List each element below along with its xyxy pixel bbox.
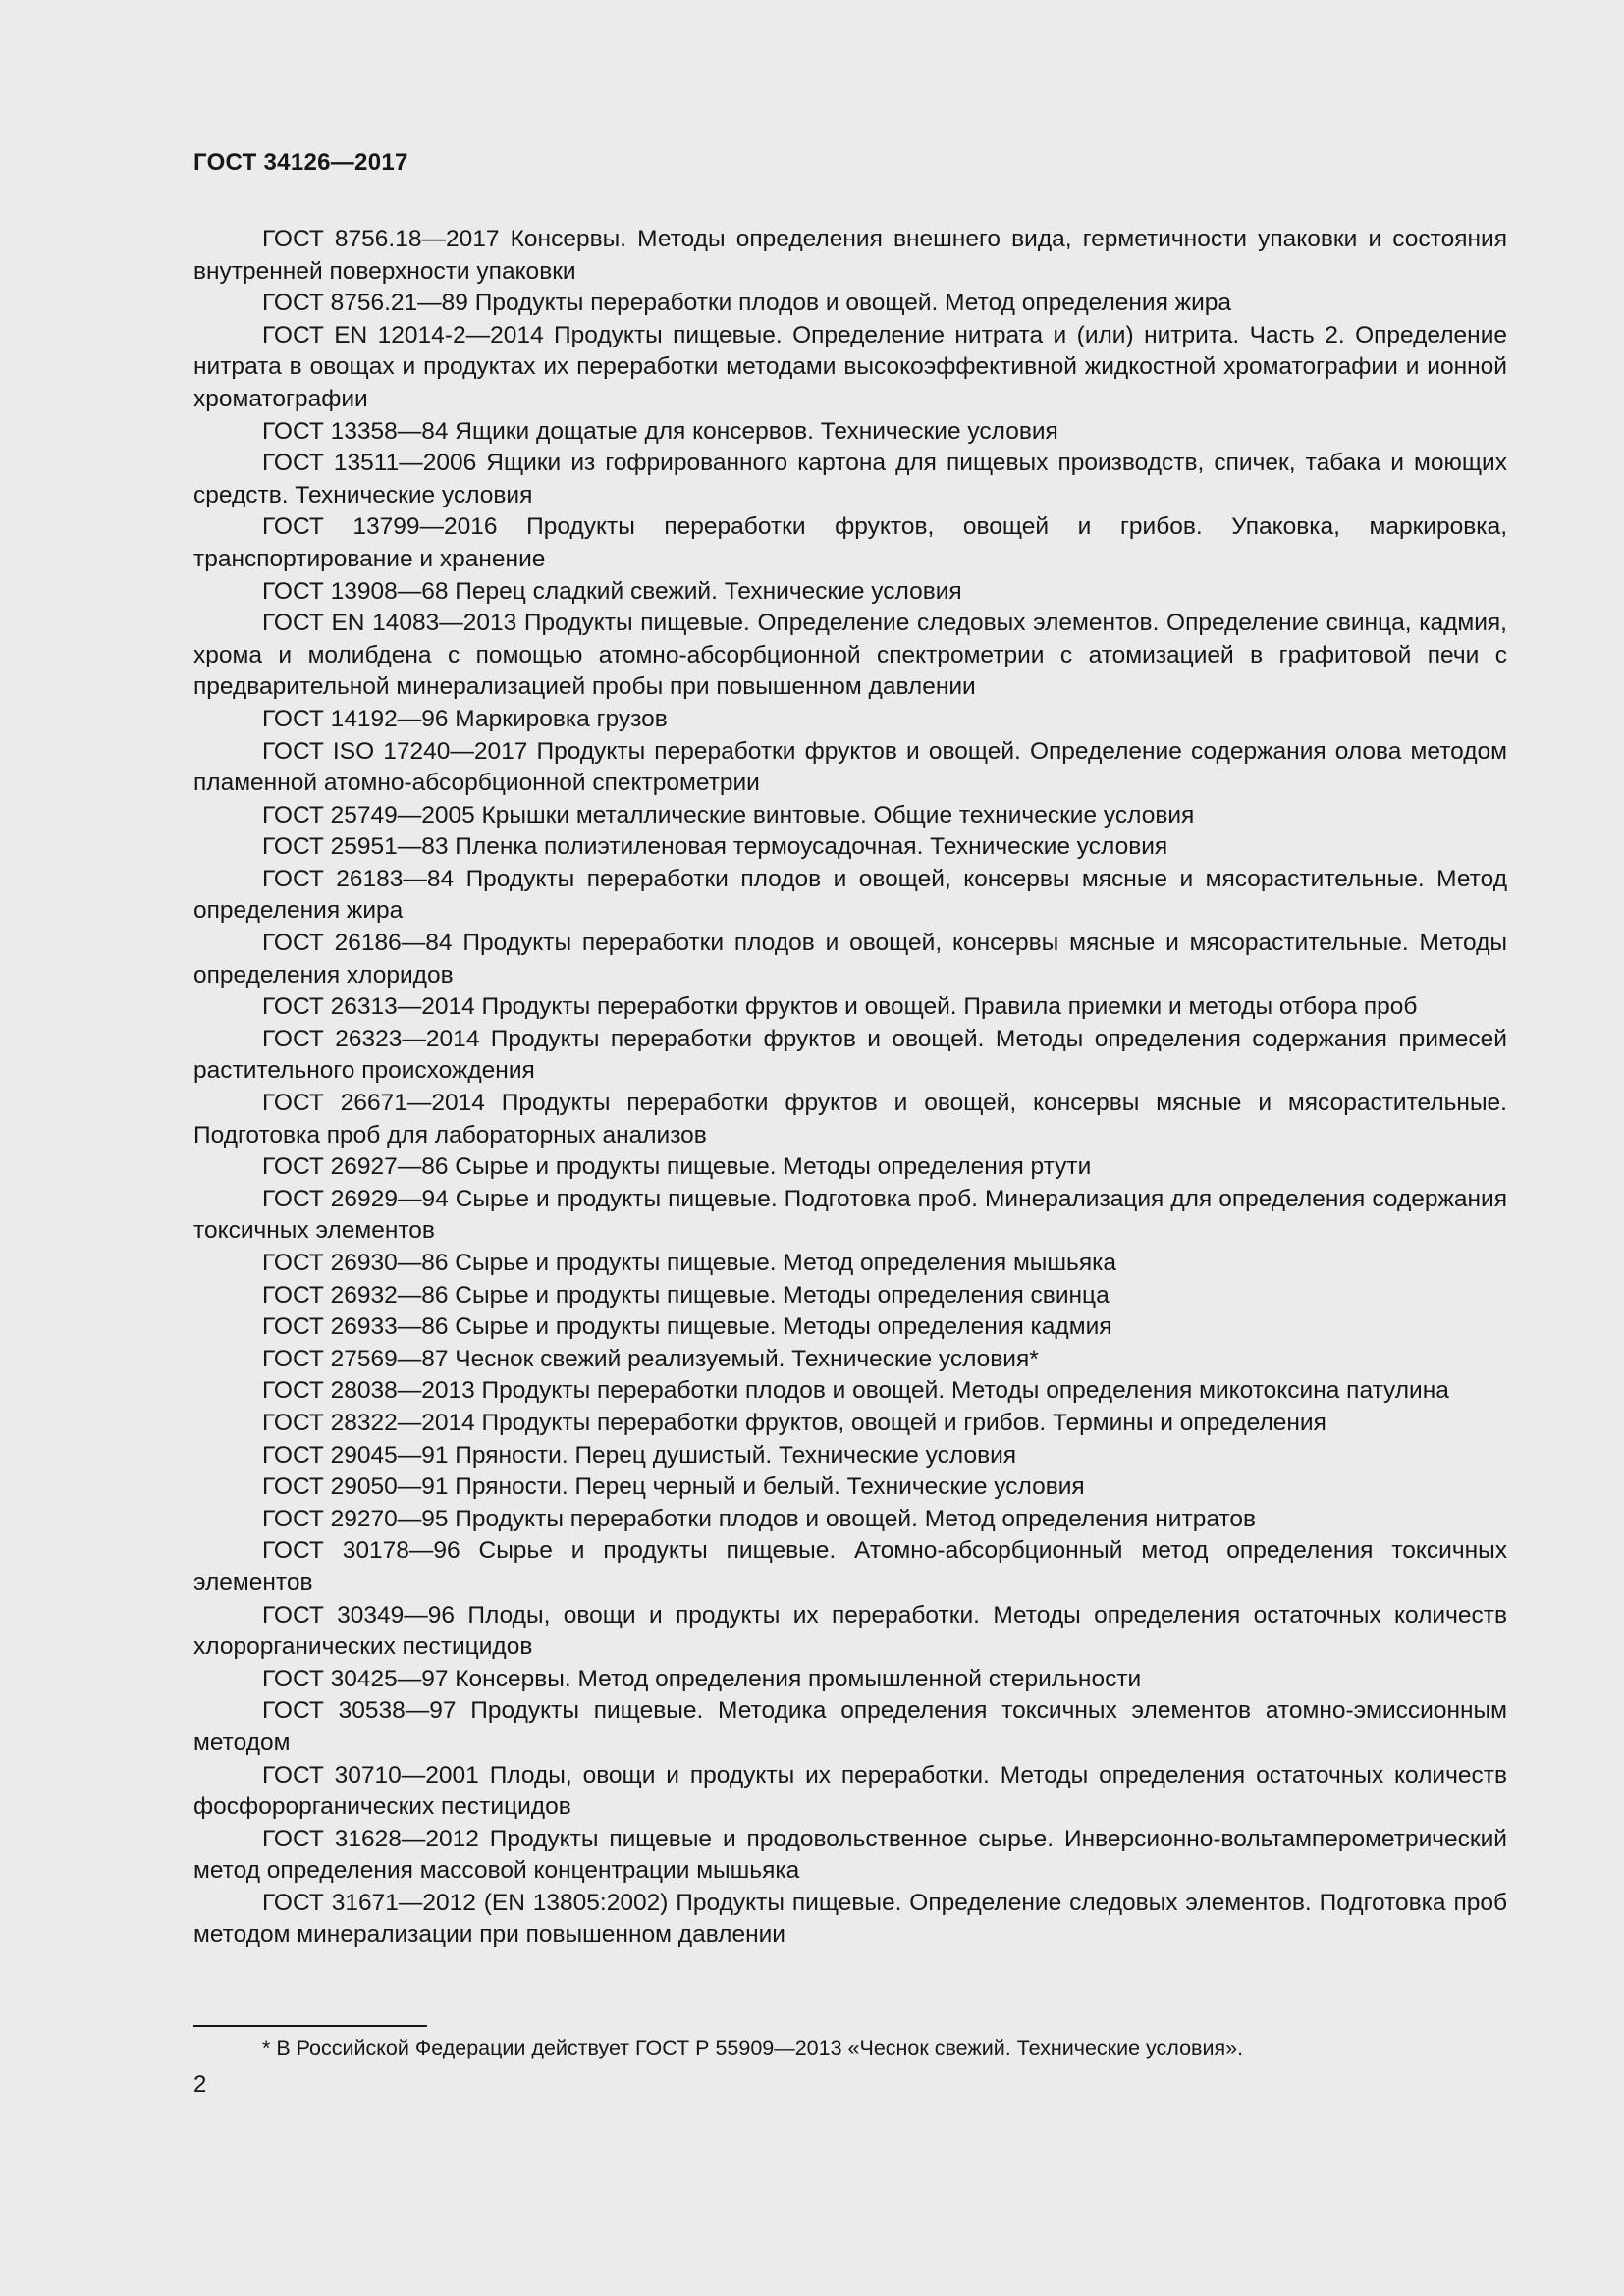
reference-item: ГОСТ 26323—2014 Продукты переработки фруктов и овощей. Методы определения содержания примесей растительного происхождения (193, 1025, 1507, 1085)
page-number: 2 (193, 2071, 207, 2098)
reference-item: ГОСТ 26932—86 Сырье и продукты пищевые. Методы определения свинца (262, 1281, 1110, 1308)
reference-item: ГОСТ 8756.18—2017 Консервы. Методы определения внешнего вида, герметичности упаковки и состояния внутренней поверхности упаковки (193, 226, 1507, 285)
reference-item: ГОСТ 13799—2016 Продукты переработки фруктов, овощей и грибов. Упаковка, маркировка, транспортирование и хранение (193, 513, 1507, 572)
reference-item: ГОСТ 26183—84 Продукты переработки плодов и овощей, консервы мясные и мясорастительные. Метод определения жира (193, 865, 1507, 925)
reference-item: ГОСТ 30538—97 Продукты пищевые. Методика определения токсичных элементов атомно-эмиссионным методом (193, 1697, 1507, 1756)
reference-item: ГОСТ 26313—2014 Продукты переработки фруктов и овощей. Правила приемки и методы отбора проб (262, 993, 1418, 1021)
footnote-divider (193, 2025, 427, 2027)
reference-item: ГОСТ 29050—91 Пряности. Перец черный и белый. Технические условия (262, 1473, 1085, 1501)
reference-item: ГОСТ EN 12014-2—2014 Продукты пищевые. Определение нитрата и (или) нитрита. Часть 2. Определение нитрата в овощах и продуктах их переработки методами высокоэффективной жидкостной хроматографии и ионной хроматографии (193, 321, 1507, 412)
document-header: ГОСТ 34126—2017 (193, 149, 408, 176)
reference-item: ГОСТ 30178—96 Сырье и продукты пищевые. Атомно-абсорбционный метод определения токсичных элементов (193, 1537, 1507, 1596)
reference-item: ГОСТ 30425—97 Консервы. Метод определения промышленной стерильности (262, 1665, 1142, 1692)
reference-item: ГОСТ 13358—84 Ящики дощатые для консервов. Технические условия (262, 417, 1058, 445)
reference-item: ГОСТ 25749—2005 Крышки металлические винтовые. Общие технические условия (262, 801, 1195, 828)
reference-item: ГОСТ 29270—95 Продукты переработки плодов и овощей. Метод определения нитратов (262, 1505, 1256, 1532)
reference-item: ГОСТ 13908—68 Перец сладкий свежий. Технические условия (262, 577, 962, 605)
reference-item: ГОСТ 31628—2012 Продукты пищевые и продовольственное сырье. Инверсионно-вольтамперометрический метод определения массовой концентрации мышьяка (193, 1825, 1507, 1885)
reference-item: ГОСТ 26930—86 Сырье и продукты пищевые. Метод определения мышьяка (262, 1250, 1116, 1276)
reference-item: ГОСТ 28322—2014 Продукты переработки фруктов, овощей и грибов. Термины и определения (262, 1409, 1326, 1436)
normative-references-list (193, 224, 1507, 1951)
reference-item: ГОСТ 8756.21—89 Продукты переработки плодов и овощей. Метод определения жира (262, 290, 1232, 317)
footnote: * В Российской Федерации действует ГОСТ Р 55909—2013 «Чеснок свежий. Технические условия». (262, 2036, 1244, 2059)
reference-item: ГОСТ ISO 17240—2017 Продукты переработки фруктов и овощей. Определение содержания олова методом пламенной атомно-абсорбционной спектрометрии (193, 737, 1507, 797)
reference-item: ГОСТ 30710—2001 Плоды, овощи и продукты их переработки. Методы определения остаточных количеств фосфорорганических пестицидов (193, 1761, 1507, 1821)
reference-item: ГОСТ 28038—2013 Продукты переработки плодов и овощей. Методы определения микотоксина патулина (262, 1377, 1449, 1405)
reference-item: ГОСТ EN 14083—2013 Продукты пищевые. Определение следовых элементов. Определение свинца, кадмия, хрома и молибдена с помощью атомно-абсорбционной спектрометрии с атомизацией в графитовой печи с предварительной минерализацией пробы при повышенном давлении (193, 610, 1507, 701)
reference-item: ГОСТ 25951—83 Пленка полиэтиленовая термоусадочная. Технические условия (262, 833, 1168, 861)
reference-item: ГОСТ 30349—96 Плоды, овощи и продукты их переработки. Методы определения остаточных количеств хлорорганических пестицидов (193, 1601, 1507, 1661)
reference-item: ГОСТ 27569—87 Чеснок свежий реализуемый. Технические условия* (262, 1345, 1039, 1372)
reference-item: ГОСТ 14192—96 Маркировка грузов (262, 705, 668, 732)
reference-item: ГОСТ 26933—86 Сырье и продукты пищевые. Методы определения кадмия (262, 1313, 1112, 1341)
reference-item: ГОСТ 13511—2006 Ящики из гофрированного картона для пищевых производств, спичек, табака и моющих средств. Технические условия (193, 450, 1507, 508)
reference-item: ГОСТ 31671—2012 (EN 13805:2002) Продукты пищевые. Определение следовых элементов. Подготовка проб методом минерализации при повышенном давлении (193, 1889, 1507, 1949)
reference-item: ГОСТ 26927—86 Сырье и продукты пищевые. Методы определения ртути (262, 1153, 1092, 1181)
reference-item: ГОСТ 26929—94 Сырье и продукты пищевые. Подготовка проб. Минерализация для определения содержания токсичных элементов (193, 1185, 1507, 1245)
reference-item: ГОСТ 26671—2014 Продукты переработки фруктов и овощей, консервы мясные и мясорастительные. Подготовка проб для лабораторных анализов (193, 1090, 1507, 1148)
reference-item: ГОСТ 29045—91 Пряности. Перец душистый. Технические условия (262, 1441, 1017, 1468)
reference-item: ГОСТ 26186—84 Продукты переработки плодов и овощей, консервы мясные и мясорастительные. Методы определения хлоридов (193, 930, 1507, 988)
